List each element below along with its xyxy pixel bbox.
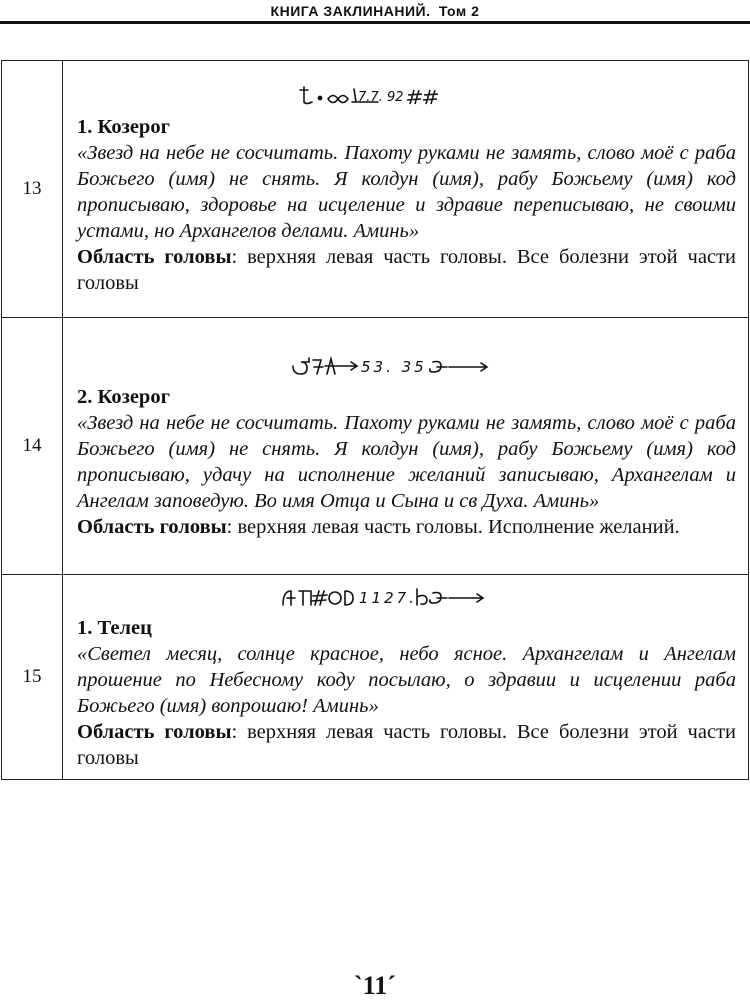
table-row xyxy=(2,575,749,780)
area-description: : верхняя левая часть головы. Все болезни этой части головы xyxy=(77,721,736,769)
row-content xyxy=(63,61,749,318)
area-line xyxy=(77,514,736,540)
book-title: КНИГА ЗАКЛИНАНИЙ. xyxy=(270,3,431,19)
row-content xyxy=(63,575,749,780)
row-number: 13 xyxy=(2,61,63,318)
area-line xyxy=(77,244,736,296)
area-label: Область головы xyxy=(77,516,227,538)
sigil-code xyxy=(77,82,736,112)
page-number: `11´ xyxy=(354,971,396,1000)
sigil-code xyxy=(77,583,736,613)
sigil-code-image xyxy=(292,82,522,112)
row-number: 14 xyxy=(2,318,63,575)
svg-text:7.7. 92: 7.7. 92 xyxy=(357,90,403,105)
spell-text: «Звезд на небе не сосчитать. Пахоту руками не замять, слово моё с раба Божьего (имя) не снять. Я колдун (имя), рабу Божьему (имя) код прописываю, удачу на исполнение желаний записываю, Архангелам и Ангелам заповедую. Во имя Отца и Сына и св Духа. Аминь» xyxy=(77,412,736,512)
row-number: 15 xyxy=(2,575,63,780)
header-rule xyxy=(0,21,750,24)
volume-label: Том 2 xyxy=(438,3,480,19)
svg-text:1127.: 1127. xyxy=(358,589,417,607)
table-row xyxy=(2,318,749,575)
spell-text: «Звезд на небе не сосчитать. Пахоту руками не замять, слово моё с раба Божьего (имя) не снять. Я колдун (имя), рабу Божьему (имя) код прописываю, здоровье на исцеление и здравие переписываю, не своими устами, но Архангелов делами. Аминь» xyxy=(77,142,736,242)
svg-text:53. 35: 53. 35 xyxy=(360,358,427,376)
spell-title: 2. Козерог xyxy=(77,386,170,408)
row-content xyxy=(63,318,749,575)
area-description: : верхняя левая часть головы. Все болезни этой части головы xyxy=(77,246,736,294)
area-line xyxy=(77,719,736,771)
sigil-code xyxy=(77,352,736,382)
spell-text: «Светел месяц, солнце красное, небо ясное. Архангелам и Ангелам прошение по Небесному коду посылаю, о здравии и исцелении раба Божьего (имя) вопрошаю! Аминь» xyxy=(77,643,736,717)
spell-table xyxy=(1,60,749,780)
sigil-code-image xyxy=(277,583,537,613)
area-label: Область головы xyxy=(77,721,232,743)
spell-title: 1. Телец xyxy=(77,617,152,639)
area-label: Область головы xyxy=(77,246,232,268)
spell-title: 1. Козерог xyxy=(77,116,170,138)
table-row xyxy=(2,61,749,318)
running-head xyxy=(0,0,750,22)
sigil-code-image xyxy=(287,352,527,382)
area-description: : верхняя левая часть головы. Исполнение желаний. xyxy=(226,516,680,538)
